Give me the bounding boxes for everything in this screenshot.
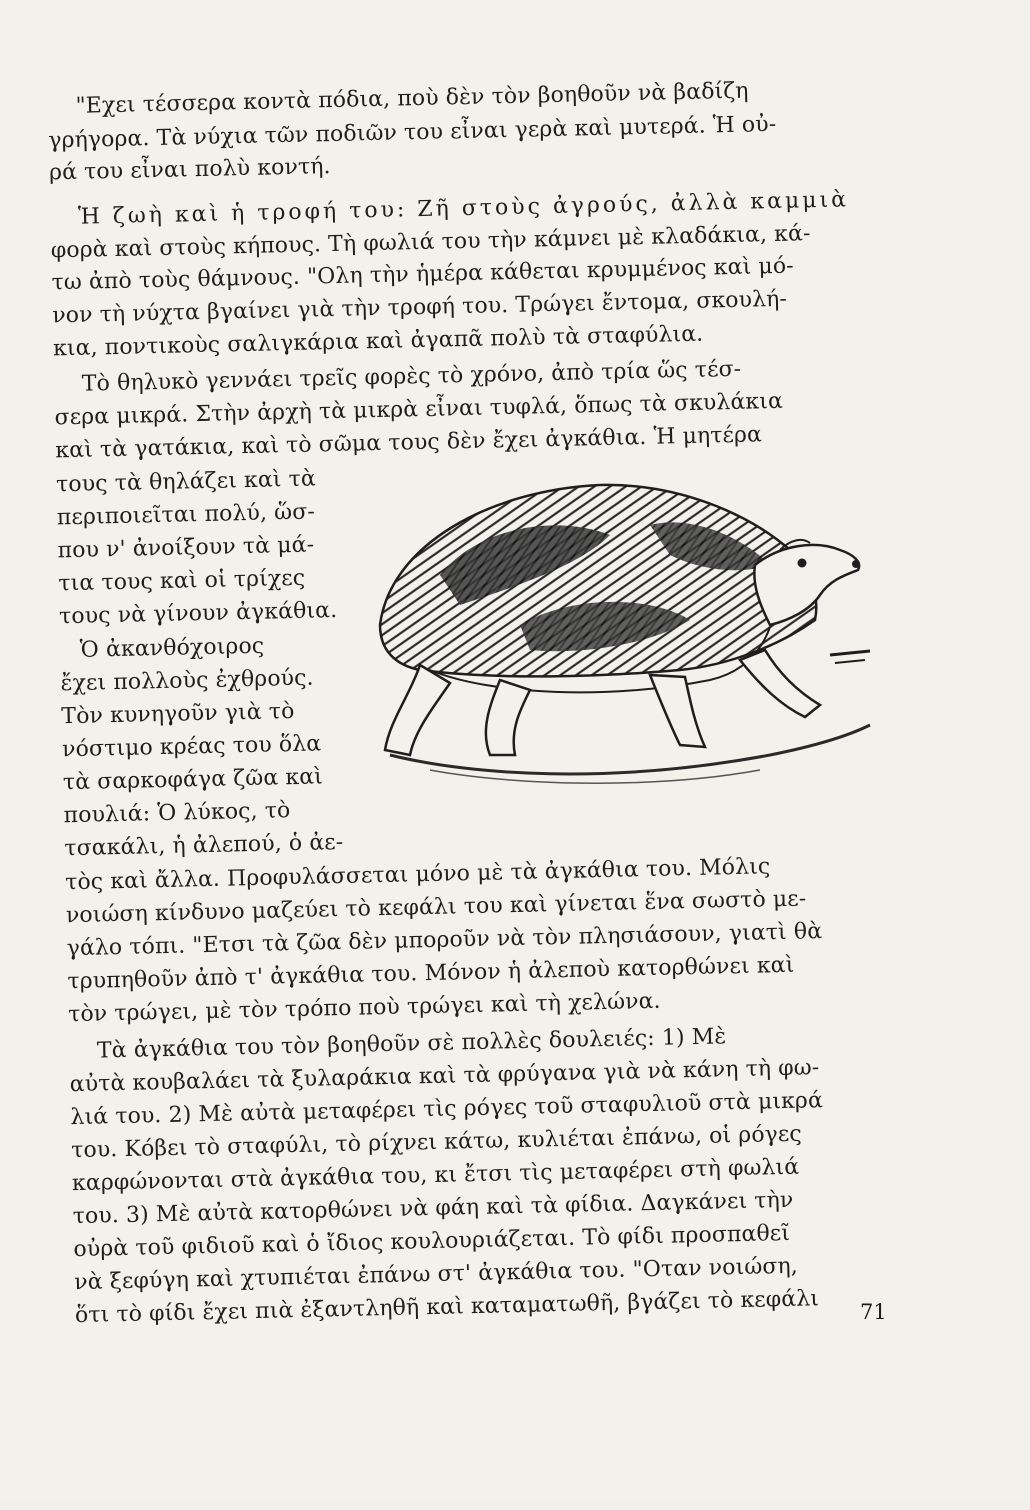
text-line: ἔχει πολλοὺς ἐχθρούς.	[60, 665, 314, 697]
text-line: νὰ ξεφύγη καὶ χτυπιέται ἐπάνω στ' ἀγκάθια του. "Οταν νοιώση,	[73, 1253, 799, 1296]
text-line: κια, ποντικοὺς σαλιγκάρια καὶ ἀγαπᾶ πολὺ τὰ σταφύλια.	[52, 321, 704, 362]
text-line: λιά του. 2) Μὲ αὐτὰ μεταφέρει τὶς ρόγες τοῦ σταφυλιοῦ στὰ μικρά	[70, 1088, 824, 1131]
text-line: τους νὰ γίνουν ἀγκάθια.	[58, 598, 338, 630]
text-line: Τὸ θηλυκὸ γεννάει τρεῖς φορὲς τὸ χρόνο, ἀπὸ τρία ὥς τέσ-	[81, 356, 742, 397]
text-line: σερα μικρά. Στὴν ἀρχὴ τὰ μικρὰ εἶναι τυφλά, ὅπως τὰ σκυλάκια	[54, 388, 784, 431]
text-line: του. 3) Μὲ αὐτὰ κατορθώνει νὰ φάη καὶ τὰ φίδια. Δαγκάνει τὴν	[72, 1187, 794, 1230]
text-line: τρυπηθοῦν ἀπὸ τ' ἀγκάθια του. Μόνον ἡ ἀλεποὺ κατορθώνει καὶ	[67, 952, 795, 995]
text-line: νον τὴ νύχτα βγαίνει γιὰ τὴν τροφή του. Τρώγει ἔντομα, σκουλή-	[52, 286, 788, 329]
text-line: που ν' ἀνοίξουν τὰ μά-	[57, 532, 315, 564]
text-line: οὐρὰ τοῦ φιδιοῦ καὶ ὁ ἴδιος κουλουριάζεται. Τὸ φίδι προσπαθεῖ	[73, 1220, 791, 1263]
text-line: τω ἀπὸ τοὺς θάμνους. "Ολη τὴν ἡμέρα κάθεται κρυμμένος καὶ μό-	[51, 253, 794, 296]
text-line: γάλο τόπι. "Ετσι τὰ ζῶα δὲν μποροῦν νὰ τὸν πλησιάσουν, γιατὶ θὰ	[66, 919, 823, 962]
text-line: αὐτὰ κουβαλάει τὰ ξυλαράκια καὶ τὰ φρύγανα γιὰ νὰ κάνη τὴ φω-	[69, 1055, 820, 1098]
text-line: περιποιεῖται πολύ, ὥσ-	[56, 499, 316, 531]
text-line: τὸν τρώγει, μὲ τὸν τρόπο ποὺ τρώγει καὶ τὴ χελώνα.	[67, 988, 661, 1028]
text-line: νοιώση κίνδυνο μαζεύει τὸ κεφάλι του καὶ γίνεται ἕνα σωστὸ με-	[65, 886, 807, 929]
page-number: 71	[860, 1300, 887, 1324]
text-line: τσακάλι, ἡ ἀλεπού, ὁ ἀε-	[64, 829, 344, 862]
text-line: "Εχει τέσσερα κοντὰ πόδια, ποὺ δὲν τὸν βοηθοῦν νὰ βαδίζη	[75, 78, 749, 119]
text-line: νόστιμο κρέας του ὅλα	[61, 731, 322, 763]
text-line: Τὸν κυνηγοῦν γιὰ τὸ	[61, 699, 295, 730]
text-line: γρήγορα. Τὰ νύχια τῶν ποδιῶν του εἶναι γερὰ καὶ μυτερά. Ἡ οὐ-	[48, 111, 777, 154]
text-line: του. Κόβει τὸ σταφύλι, τὸ ρίχνει κάτω, κυλιέται ἐπάνω, οἱ ρόγες	[70, 1121, 803, 1164]
text-line: καρφώνονται στὰ ἀγκάθια του, κι ἔτσι τὶς μεταφέρει στὴ φωλιά	[71, 1154, 800, 1197]
text-line: πουλιά: Ὁ λύκος, τὸ	[63, 798, 291, 829]
text-line: τια τους καὶ οἱ τρίχες	[58, 565, 306, 597]
text-line: φορὰ καὶ στοὺς κήπους. Τὴ φωλιά του τὴν κάμνει μὲ κλαδάκια, κά-	[50, 221, 811, 264]
text-line: τους τὰ θηλάζει καὶ τὰ	[55, 466, 317, 498]
text-line: καὶ τὰ γατάκια, καὶ τὸ σῶμα τους δὲν ἔχει ἀγκάθια. Ἡ μητέρα	[55, 422, 763, 464]
text-line: τὸς καὶ ἄλλα. Προφυλάσσεται μόνο μὲ τὰ ἀγκάθια του. Μόλις	[64, 854, 771, 896]
text-line: Ὁ ἀκανθόχοιρος	[79, 633, 265, 663]
text-line: ὅτι τὸ φίδι ἔχει πιὰ ἐξαντληθῆ καὶ καταματωθῆ, βγάζει τὸ κεφάλι	[74, 1286, 820, 1329]
text-line: τὰ σαρκοφάγα ζῶα καὶ	[62, 764, 324, 796]
text-line: ρά του εἶναι πολὺ κοντή.	[48, 154, 331, 186]
hedgehog-illustration	[350, 455, 880, 795]
text-line: Τὰ ἀγκάθια του τὸν βοηθοῦν σὲ πολλὲς δουλειές: 1) Μὲ	[96, 1024, 727, 1064]
section-heading-line: Ἡ ζωὴ καὶ ἡ τροφή του: Ζῆ στοὺς ἀγρούς, ἀλλὰ καμμιὰ	[77, 187, 850, 230]
